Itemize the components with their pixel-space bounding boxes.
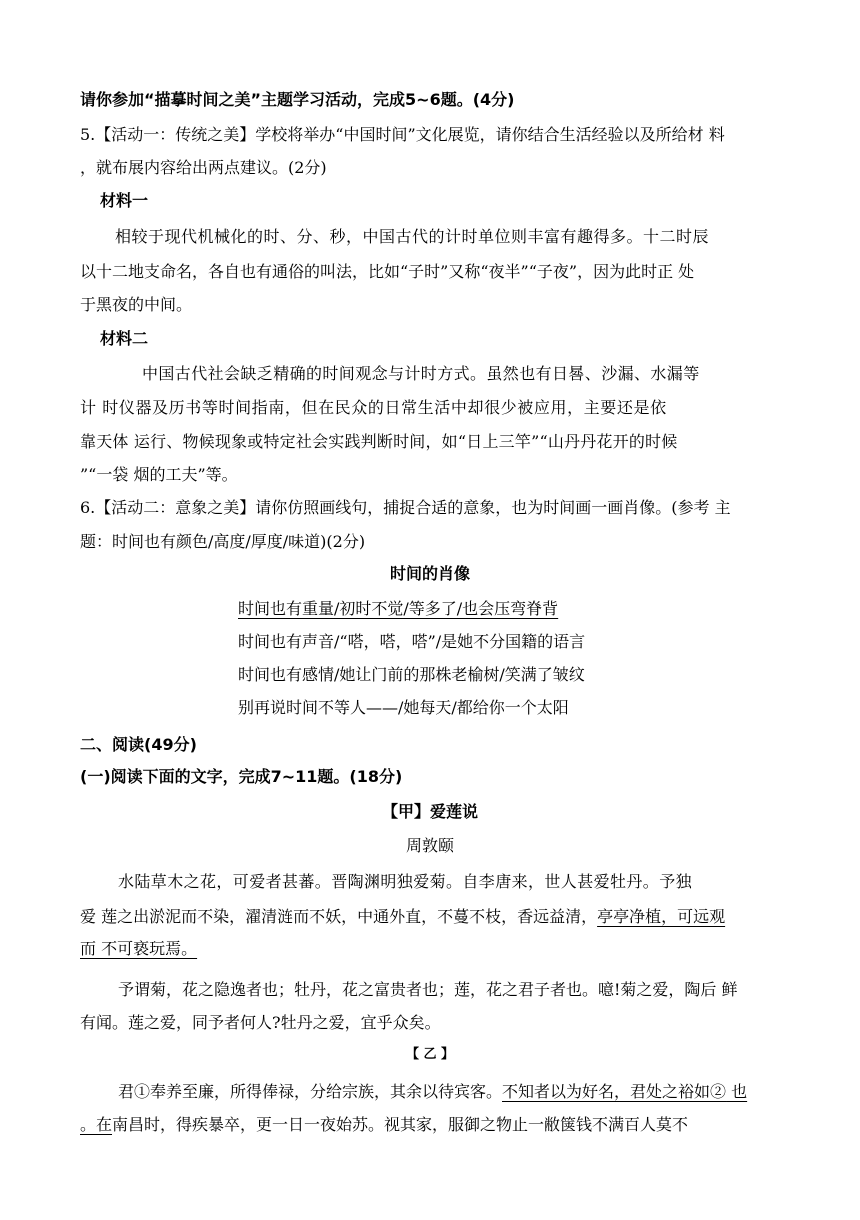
yi-line-1-end: 也 (726, 1082, 748, 1101)
yi-line-1-underlined: 不知者以为好名，君处之裕如② (502, 1082, 727, 1101)
material-2-line-3: 靠天体 运行、物候现象或特定社会实践判断时间，如“日上三竿”“山丹丹花开的时候 (80, 432, 678, 451)
poem-line-1-underlined: 时间也有重量/初时不觉/等多了/也会压弯脊背 (238, 599, 559, 618)
material-1-line-1: 相较于现代机械化的时、分、秒，中国古代的计时单位则丰富有趣得多。十二时辰 (115, 227, 710, 246)
question-6-line-2: 题：时间也有颜色/高度/厚度/味道)(2分) (80, 532, 366, 551)
text-jia-author: 周敦颐 (405, 836, 454, 855)
material-1-line-3: 于黑夜的中间。 (80, 295, 193, 314)
poem-title: 时间的肖像 (389, 564, 470, 583)
material-1-line-2: 以十二地支命名，各自也有通俗的叫法，比如“子时”又称“夜半”“子夜”，因为此时正 处 (80, 262, 695, 281)
text-yi-title: 【 乙 】 (405, 1047, 455, 1062)
yi-line-2-text: 南昌时，得疾暴卒，更一日一夜始苏。视其家，服御之物止一敝箧钱不满百人莫不 (112, 1115, 689, 1134)
section-2-heading: 二、阅读(49分) (80, 735, 197, 754)
jia-p1-line-2-underlined: 亭亭净植，可远观 (597, 907, 726, 926)
material-1-title: 材料一 (100, 191, 149, 210)
jia-p2-line-1: 予谓菊，花之隐逸者也；牡丹，花之富贵者也；莲，花之君子者也。噫!菊之爱，陶后 鲜 (118, 980, 738, 999)
jia-p1-line-2 (80, 906, 725, 928)
yi-line-1-text: 君①奉养至廉，所得俸禄，分给宗族，其余以待宾客。 (118, 1082, 503, 1101)
material-2-line-1: 中国古代社会缺乏精确的时间观念与计时方式。虽然也有日晷、沙漏、水漏等 (142, 364, 700, 383)
poem-line-4: 别再说时间不等人——/她每天/都给你一个太阳 (238, 698, 569, 717)
jia-p1-line-1: 水陆草木之花，可爱者甚蕃。晋陶渊明独爱菊。自李唐来，世人甚爱牡丹。予独 (118, 872, 693, 891)
poem-line-3: 时间也有感情/她让门前的那株老榆树/笑满了皱纹 (238, 665, 585, 684)
jia-p1-line-2-text: 爱 莲之出淤泥而不染，濯清涟而不妖，中通外直，不蔓不枝，香远益清， (80, 907, 598, 926)
text-jia-title: 【甲】爱莲说 (381, 802, 478, 821)
part-1-instruction: (一)阅读下面的文字，完成7~11题。(18分) (80, 767, 403, 786)
intro-instruction: 请你参加“描摹时间之美”主题学习活动，完成5~6题。(4分) (80, 90, 515, 109)
yi-line-2-underlined: 。在 (80, 1115, 113, 1134)
yi-line-1 (118, 1081, 747, 1103)
material-2-line-2: 计 时仪器及历书等时间指南，但在民众的日常生活中却很少被应用，主要还是依 (80, 398, 667, 417)
question-6-line-1: 6.【活动二：意象之美】请你仿照画线句，捕捉合适的意象，也为时间画一画肖像。(参考 主 (80, 498, 731, 517)
yi-line-2 (80, 1114, 688, 1136)
material-2-line-4: ”“一袋 烟的工夫”等。 (80, 465, 238, 484)
jia-p2-line-2: 有闻。莲之爱，同予者何人?牡丹之爱，宜乎众矣。 (80, 1013, 441, 1032)
material-2-title: 材料二 (100, 329, 149, 348)
jia-p1-line-3-underlined: 而 不可亵玩焉。 (80, 939, 198, 958)
question-5-line-2: ，就布展内容给出两点建议。(2分) (80, 158, 327, 177)
question-5-line-1: 5.【活动一：传统之美】学校将举办“中国时间”文化展览，请你结合生活经验以及所给材 料 (80, 125, 725, 144)
poem-line-2: 时间也有声音/“嗒，嗒，嗒”/是她不分国籍的语言 (238, 632, 586, 651)
